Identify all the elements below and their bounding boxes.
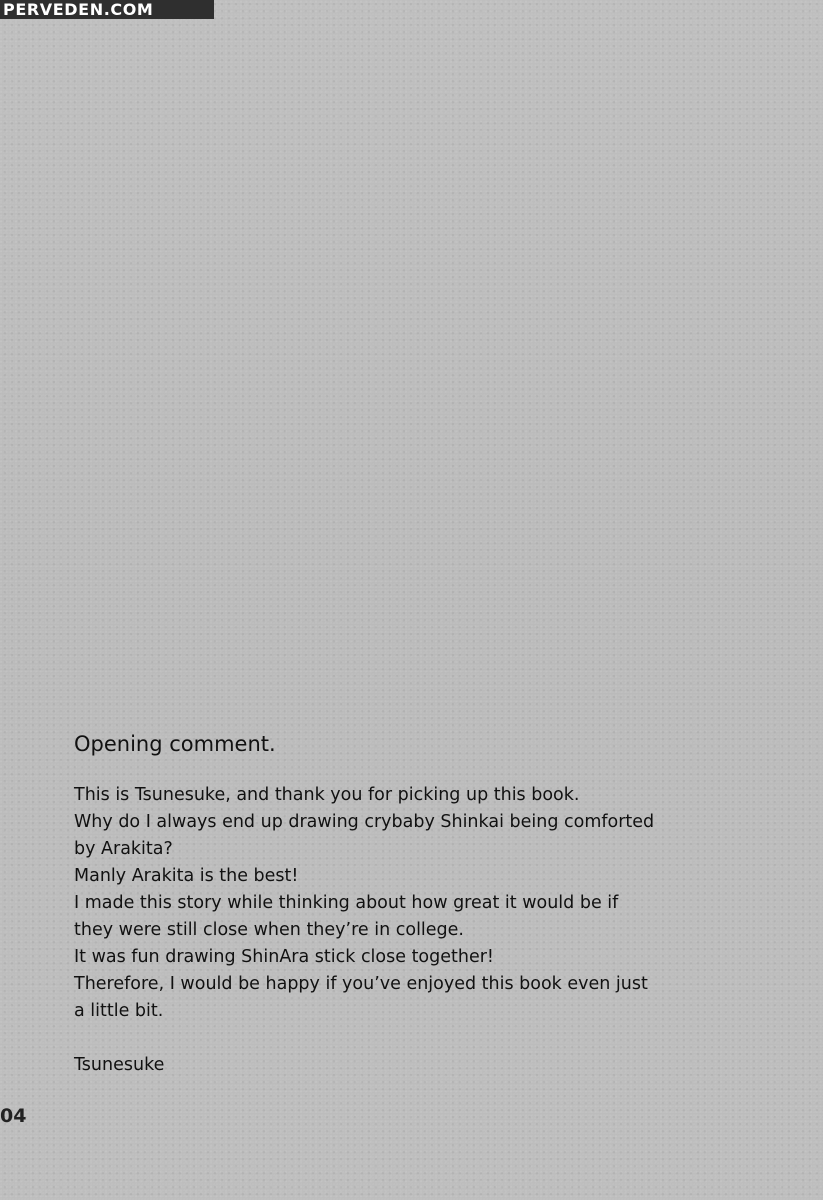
comment-line: It was fun drawing ShinAra stick close together! (74, 947, 494, 967)
opening-comment (74, 728, 714, 1079)
comment-heading: Opening comment. (74, 732, 276, 756)
comment-line: Manly Arakita is the best! (74, 866, 299, 886)
page-number: 04 (0, 1105, 27, 1127)
comment-line: This is Tsunesuke, and thank you for picking up this book. (74, 785, 580, 805)
comment-line: Why do I always end up drawing crybaby Shinkai being comforted (74, 812, 655, 832)
comment-line: a little bit. (74, 1001, 164, 1021)
site-watermark: PERVEDEN.COM (0, 0, 214, 19)
comment-line: I made this story while thinking about how great it would be if (74, 893, 619, 913)
comment-body (74, 782, 714, 1025)
author-signature: Tsunesuke (74, 1055, 165, 1075)
comment-line: they were still close when they’re in college. (74, 920, 464, 940)
comment-line: Therefore, I would be happy if you’ve enjoyed this book even just (74, 974, 648, 994)
comment-line: by Arakita? (74, 839, 173, 859)
